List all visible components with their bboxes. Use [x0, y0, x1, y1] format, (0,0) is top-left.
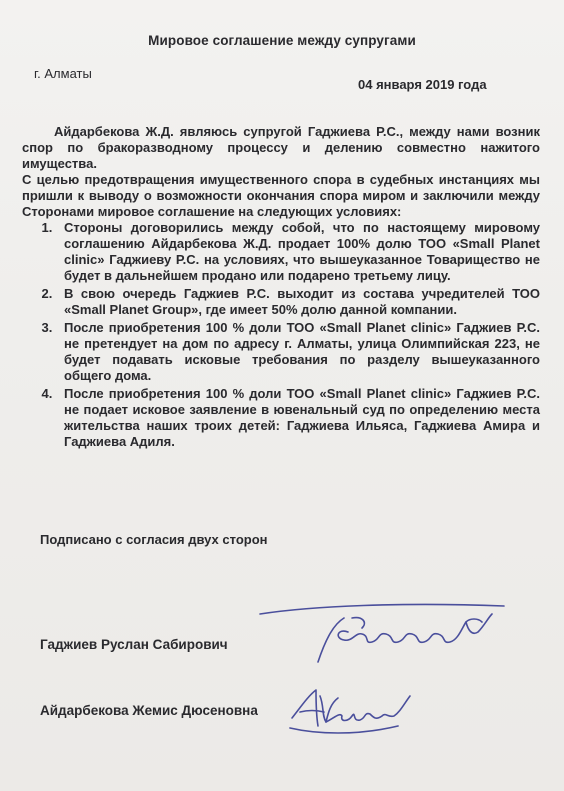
signed-note: Подписано с согласия двух сторон	[40, 532, 268, 547]
purpose-paragraph: С целью предотвращения имущественного спора в судебных инстанциях мы пришли к выводу о возможности окончания спора миром и заключили между Сторонами мировое соглашение на следующих условиях:	[22, 172, 540, 219]
intro-paragraph: Айдарбекова Ж.Д. являюсь супругой Гаджиева Р.С., между нами возник спор по бракоразводному процессу и делению совместно нажитого имущества.	[22, 124, 540, 171]
term-item: 4. После приобретения 100 % доли ТОО «Small Planet clinic» Гаджиев Р.С. не подает исковое заявление в ювенальный суд по определению места жительства наших троих детей: Гаджиева Ильяса, Гаджиева Амира и Гаджиева Адиля.	[56, 386, 540, 450]
document-body	[22, 124, 540, 452]
term-item: 1. Стороны договорились между собой, что по настоящему мировому соглашению Айдарбекова Ж.Д. продает 100% долю ТОО «Small Planet clinic» Гаджиеву Р.С. на условиях, что вышеуказанное Товарищество не будет в дальнейшем продано или подарено третьему лицу.	[56, 220, 540, 284]
document-date: 04 января 2019 года	[358, 77, 487, 92]
document-title: Мировое соглашение между супругами	[148, 33, 416, 48]
term-item: 3. После приобретения 100 % доли ТОО «Small Planet clinic» Гаджиев Р.С. не претендует на дом по адресу г. Алматы, улица Олимпийская 223, не будет подавать исковые требования по разделу вышеуказанного общего дома.	[56, 320, 540, 384]
document-city: г. Алматы	[34, 66, 92, 81]
signature-party1	[252, 588, 512, 668]
party1-name: Гаджиев Руслан Сабирович	[40, 637, 228, 652]
signature-party2	[286, 682, 416, 742]
terms-list	[22, 220, 540, 450]
party2-name: Айдарбекова Жемис Дюсеновна	[40, 703, 258, 718]
term-item: 2. В свою очередь Гаджиев Р.С. выходит из состава учредителей ТОО «Small Planet Group», где имеет 50% долю данной компании.	[56, 286, 540, 318]
